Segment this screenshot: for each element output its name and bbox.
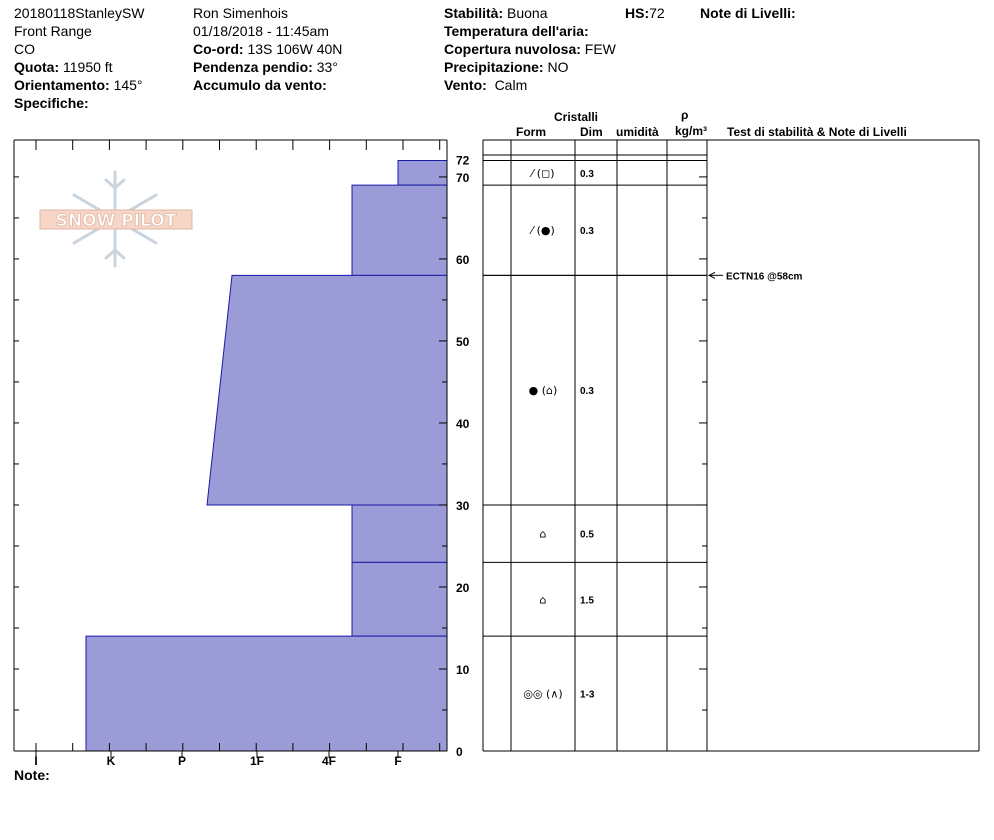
cloud-label: Copertura nuvolosa: <box>444 41 581 57</box>
dim-header: Dim <box>580 125 603 139</box>
layer-grain-form: ⁄ (●) <box>531 224 555 238</box>
layer-notes-label: Note di Livelli: <box>700 5 796 21</box>
site-name: 20180118StanleySW <box>14 5 145 21</box>
elevation-value: 11950 ft <box>63 59 113 75</box>
depth-tick-label: 50 <box>456 334 470 349</box>
hardness-tick-label: I <box>34 754 38 768</box>
depth-tick-label: 40 <box>456 416 470 431</box>
hardness-layer-bar <box>352 562 447 636</box>
hardness-tick-label: F <box>394 754 402 768</box>
humidity-header: umidità <box>616 125 659 139</box>
coord-label: Co-ord: <box>193 41 244 57</box>
layer-grain-size: 0.3 <box>580 386 594 398</box>
cloud-value: FEW <box>584 41 616 57</box>
density-unit-header: kg/m³ <box>675 124 708 138</box>
hs-label: HS: <box>625 5 650 21</box>
watermark-text: SNOW PILOT <box>55 211 177 231</box>
slope-label: Pendenza pendio: <box>193 59 313 75</box>
aspect-value: 145° <box>113 77 143 93</box>
hardness-tick-label: 1F <box>249 754 265 768</box>
depth-tick-label: 10 <box>456 662 470 677</box>
hardness-tick-label: K <box>106 754 116 768</box>
coord-value: 13S 106W 40N <box>247 41 343 57</box>
layer-grain-form: ⁄ (◻) <box>531 166 555 180</box>
layer-grain-size: 0.3 <box>580 168 594 180</box>
hardness-profile <box>14 140 470 768</box>
state-name: CO <box>14 41 35 57</box>
specifics-label: Specifiche: <box>14 95 89 111</box>
hardness-layer-bar <box>352 185 447 275</box>
crystals-header: Cristalli <box>554 110 599 124</box>
layer-grain-form: ⌂ <box>539 527 547 541</box>
layer-grain-size: 1-3 <box>580 689 595 701</box>
wind-value: Calm <box>494 77 528 93</box>
hs-value: 72 <box>649 5 665 21</box>
depth-tick-label: 0 <box>456 745 463 759</box>
stability-value: Buona <box>507 5 548 21</box>
obs-datetime: 01/18/2018 - 11:45am <box>193 23 329 39</box>
air-temp-label: Temperatura dell'aria: <box>444 23 589 39</box>
precip-value: NO <box>547 59 569 75</box>
depth-tick-label: 72 <box>456 153 470 168</box>
hardness-layer-bar <box>352 505 447 562</box>
tests-header: Test di stabilità & Note di Livelli <box>727 125 907 139</box>
hardness-tick-label: P <box>177 754 187 768</box>
observer-name: Ron Simenhois <box>193 5 288 21</box>
hardness-tick-label: 4F <box>321 754 337 768</box>
layer-grain-size: 0.3 <box>580 226 594 238</box>
layer-grain-form: ◎◎ (∧) <box>523 687 563 701</box>
layer-grain-size: 0.5 <box>580 529 594 541</box>
layer-grain-form: ⌂ <box>539 593 547 607</box>
form-header: Form <box>516 125 546 139</box>
depth-tick-label: 60 <box>456 252 470 267</box>
slope-value: 33° <box>316 59 338 75</box>
layer-grain-size: 1.5 <box>580 595 594 607</box>
aspect-label: Orientamento: <box>14 77 110 93</box>
hardness-layer-bar <box>398 161 447 186</box>
wind-loading-label: Accumulo da vento: <box>193 77 327 93</box>
elevation-label: Quota: <box>14 59 60 75</box>
layer-table <box>483 140 979 751</box>
hardness-layer-bar <box>86 636 447 751</box>
test-result-label: ECTN16 @58cm <box>726 271 803 283</box>
range-name: Front Range <box>14 23 92 39</box>
wind-label: Vento: <box>444 77 487 93</box>
stability-label: Stabilità: <box>444 5 504 21</box>
depth-tick-label: 30 <box>456 498 470 513</box>
rho-header: ρ <box>681 108 689 122</box>
note-label: Note: <box>14 767 50 783</box>
hardness-layer-bar <box>207 275 447 505</box>
layer-grain-form: ● (⌂) <box>528 384 558 398</box>
depth-tick-label: 70 <box>456 170 470 185</box>
precip-label: Precipitazione: <box>444 59 544 75</box>
depth-tick-label: 20 <box>456 580 470 595</box>
snowpilot-watermark-logo <box>40 172 192 266</box>
